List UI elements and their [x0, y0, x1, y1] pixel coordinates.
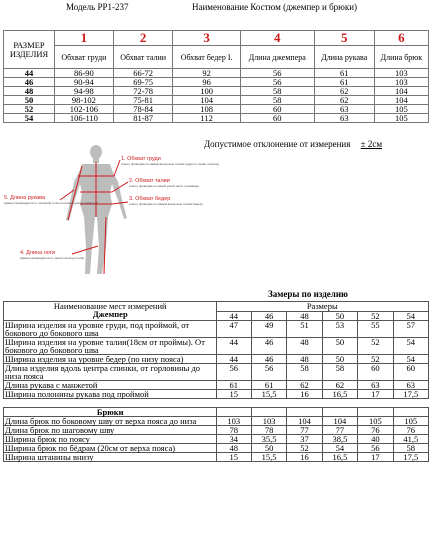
size-row — [4, 69, 429, 78]
measurement-value: 41,5 — [393, 435, 428, 444]
measurement-value: 35,5 — [251, 435, 286, 444]
figure-note-sleeve: (замер производится от плечевой точки по линии руки до запястья) — [4, 201, 99, 205]
measurement-value: 77 — [287, 426, 322, 435]
measurement-value: 56 — [358, 444, 393, 453]
column-label: Обхват бедер I. — [173, 46, 240, 69]
measurement-value: 50 — [322, 338, 357, 355]
figure-note-waist: (ленту проводим по самой узкой части туловища) — [129, 184, 199, 188]
size-table — [3, 30, 429, 123]
measurement-value: 46 — [251, 355, 286, 364]
measurement-value: 52 — [287, 444, 322, 453]
measurement-value: 58 — [322, 364, 357, 381]
measurement-value: 61 — [251, 381, 286, 390]
column-label: Длина джемпера — [240, 46, 314, 69]
measurement-value: 15 — [216, 390, 251, 399]
figure-note-chest: (ленту проводим по самым выпуклым точкам груди по линии лопаток) — [121, 162, 219, 166]
measurement-value: 16 — [287, 390, 322, 399]
jumper-title: Джемпер — [92, 309, 128, 319]
measurement-value: 16,5 — [322, 390, 357, 399]
column-label: Обхват груди — [55, 46, 114, 69]
measurement-value: 56 — [251, 364, 286, 381]
measurement-value: 15 — [216, 453, 251, 462]
spacer-cell — [4, 399, 429, 408]
measurement-value: 57 — [393, 321, 428, 338]
measurement-value: 17,5 — [393, 453, 428, 462]
measurement-value: 52 — [358, 355, 393, 364]
size-value-cell: 96 — [173, 78, 240, 87]
measurement-value: 103 — [251, 417, 286, 426]
measurement-label: Ширина брюк по поясу — [4, 435, 217, 444]
measurement-value: 78 — [216, 426, 251, 435]
header-sizes: Размеры — [216, 302, 429, 312]
size-value-cell: 62 — [314, 87, 374, 96]
size-header-cell: 44 — [216, 311, 251, 321]
measurement-value: 56 — [216, 364, 251, 381]
size-value-cell: 103 — [374, 78, 428, 87]
measurement-value: 34 — [216, 435, 251, 444]
measurement-value: 16 — [287, 453, 322, 462]
measurement-row — [4, 453, 429, 462]
measurement-value: 47 — [216, 321, 251, 338]
measurement-value: 50 — [251, 444, 286, 453]
measurement-value: 17 — [358, 390, 393, 399]
size-value-cell: 90-94 — [55, 78, 114, 87]
size-value-cell: 58 — [240, 96, 314, 105]
size-value-cell: 72-78 — [113, 87, 173, 96]
measurement-row — [4, 364, 429, 381]
measurement-value: 15,5 — [251, 390, 286, 399]
size-value-cell: 100 — [173, 87, 240, 96]
spacer-row — [4, 399, 429, 408]
measurement-value: 104 — [287, 417, 322, 426]
measurement-header-row — [4, 302, 429, 312]
size-corner-label: РАЗМЕР ИЗДЕЛИЯ — [4, 31, 55, 69]
figure-label-waist: 2. Обхват талии — [129, 178, 170, 184]
size-value-cell: 86-90 — [55, 69, 114, 78]
size-cell: 52 — [4, 105, 55, 114]
measurement-value: 54 — [393, 355, 428, 364]
size-value-cell: 62 — [314, 96, 374, 105]
measurement-value: 77 — [322, 426, 357, 435]
measurement-value: 76 — [393, 426, 428, 435]
measurement-value: 48 — [287, 338, 322, 355]
size-row — [4, 87, 429, 96]
measurement-value: 17,5 — [393, 390, 428, 399]
size-header-cell: 48 — [287, 311, 322, 321]
header-name-cell — [4, 302, 217, 321]
size-value-cell: 60 — [240, 114, 314, 123]
size-cell: 54 — [4, 114, 55, 123]
measurement-value: 60 — [393, 364, 428, 381]
column-label-row — [4, 46, 429, 69]
size-value-cell: 69-75 — [113, 78, 173, 87]
measurement-label: Длина изделия вдоль центра спинки, от горловины до низа пояса — [4, 364, 217, 381]
size-row — [4, 114, 429, 123]
measurement-row — [4, 338, 429, 355]
size-value-cell: 81-87 — [113, 114, 173, 123]
size-header-cell: 52 — [358, 311, 393, 321]
size-value-cell: 108 — [173, 105, 240, 114]
measurement-value: 63 — [393, 381, 428, 390]
column-number: 4 — [240, 31, 314, 46]
page-header — [0, 2, 433, 14]
measurement-label: Длина брюк по боковому шву от верха пояса до низа — [4, 417, 217, 426]
column-number: 2 — [113, 31, 173, 46]
size-row — [4, 96, 429, 105]
size-value-cell: 56 — [240, 69, 314, 78]
measurement-value: 54 — [393, 338, 428, 355]
body-measurement-figure — [0, 142, 219, 282]
measurement-value: 49 — [251, 321, 286, 338]
measurement-label: Ширина изделия на уровне талии(18см от проймы). От бокового до бокового шва — [4, 338, 217, 355]
measurement-value: 44 — [216, 355, 251, 364]
size-value-cell: 92 — [173, 69, 240, 78]
size-value-cell: 94-98 — [55, 87, 114, 96]
tolerance-value: ± 2см — [360, 139, 383, 149]
measurement-value: 78 — [251, 426, 286, 435]
figure-label-sleeve: 5. Длина рукава — [4, 195, 45, 201]
measurement-value: 46 — [251, 338, 286, 355]
tolerance-text: Допустимое отклонение от измерения — [204, 139, 351, 149]
size-value-cell: 63 — [314, 114, 374, 123]
measurement-value: 63 — [358, 381, 393, 390]
size-value-cell: 61 — [314, 78, 374, 87]
measurement-value: 17 — [358, 453, 393, 462]
size-value-cell: 60 — [240, 105, 314, 114]
tolerance-note — [204, 139, 382, 149]
measurement-value: 40 — [358, 435, 393, 444]
measurement-row — [4, 321, 429, 338]
column-label: Длина рукава — [314, 46, 374, 69]
measurement-label: Ширина изделия на уровне груди, под проймой, от бокового до бокового шва — [4, 321, 217, 338]
figure-label-leg: 4. Длина ноги — [20, 250, 55, 256]
measurement-value: 44 — [216, 338, 251, 355]
measurement-value: 105 — [358, 417, 393, 426]
measurement-value: 76 — [358, 426, 393, 435]
measurement-value: 16,5 — [322, 453, 357, 462]
column-label: Обхват талии — [113, 46, 173, 69]
measurement-value: 104 — [322, 417, 357, 426]
size-value-cell: 104 — [173, 96, 240, 105]
size-header-cell: 50 — [322, 311, 357, 321]
measurement-label: Длина брюк по шаговому шву — [4, 426, 217, 435]
size-header-cell: 54 — [393, 311, 428, 321]
measurement-value: 58 — [287, 364, 322, 381]
figure-label-chest: 1. Обхват груди — [121, 156, 161, 162]
size-value-cell: 75-81 — [113, 96, 173, 105]
size-value-cell: 112 — [173, 114, 240, 123]
size-value-cell: 66-72 — [113, 69, 173, 78]
size-value-cell: 104 — [374, 87, 428, 96]
measurement-label: Ширина изделия на уровне бедер (по низу пояса) — [4, 355, 217, 364]
size-value-cell: 56 — [240, 78, 314, 87]
measurement-value: 54 — [322, 444, 357, 453]
column-number-row — [4, 31, 429, 46]
measurement-label: Ширина брюк по бёдрам (20см от верха пояса) — [4, 444, 217, 453]
size-row — [4, 78, 429, 87]
size-header-cell: 46 — [251, 311, 286, 321]
size-value-cell: 105 — [374, 105, 428, 114]
measurement-label: Ширина полонины рукава под проймой — [4, 390, 217, 399]
measurement-label: Длина рукава с манжетой — [4, 381, 217, 390]
pants-title: Брюки — [96, 407, 124, 417]
size-row — [4, 105, 429, 114]
column-number: 1 — [55, 31, 114, 46]
measurement-value: 15,5 — [251, 453, 286, 462]
size-value-cell: 78-84 — [113, 105, 173, 114]
measurement-value: 60 — [358, 364, 393, 381]
measurement-value: 55 — [358, 321, 393, 338]
figure-label-hips: 3. Обхват бедер — [129, 196, 171, 202]
column-label: Длина брюк — [374, 46, 428, 69]
size-value-cell: 63 — [314, 105, 374, 114]
model-label: Модель PP1-237 — [66, 2, 129, 12]
measurement-value: 37 — [287, 435, 322, 444]
size-value-cell: 103 — [374, 69, 428, 78]
measurement-row — [4, 390, 429, 399]
header-name: Наименование мест измерений — [53, 301, 167, 311]
size-cell: 44 — [4, 69, 55, 78]
column-number: 6 — [374, 31, 428, 46]
section-title: Замеры по изделию — [268, 289, 348, 299]
size-cell: 48 — [4, 87, 55, 96]
measurement-value: 48 — [287, 355, 322, 364]
measurement-value: 48 — [216, 444, 251, 453]
measurement-value: 103 — [216, 417, 251, 426]
product-name: Наименование Костюм (джемпер и брюки) — [192, 2, 358, 12]
column-number: 5 — [314, 31, 374, 46]
size-value-cell: 58 — [240, 87, 314, 96]
measurement-value: 62 — [322, 381, 357, 390]
column-number: 3 — [173, 31, 240, 46]
measurement-table — [3, 301, 429, 462]
measurement-value: 53 — [322, 321, 357, 338]
size-value-cell: 98-102 — [55, 96, 114, 105]
measurement-value: 105 — [393, 417, 428, 426]
size-value-cell: 61 — [314, 69, 374, 78]
figure-note-leg: (замер производится от линии талии до пола) — [20, 256, 85, 260]
measurement-value: 38,5 — [322, 435, 357, 444]
measurement-value: 62 — [287, 381, 322, 390]
measurement-value: 51 — [287, 321, 322, 338]
size-cell: 50 — [4, 96, 55, 105]
measurement-value: 50 — [322, 355, 357, 364]
size-value-cell: 102-106 — [55, 105, 114, 114]
size-value-cell: 105 — [374, 114, 428, 123]
figure-note-hips: (ленту проводим по самым выпуклым точкам бедер) — [129, 202, 203, 206]
measurement-label: Ширина штанины внизу — [4, 453, 217, 462]
measurement-value: 58 — [393, 444, 428, 453]
size-value-cell: 104 — [374, 96, 428, 105]
measurement-value: 52 — [358, 338, 393, 355]
measurement-value: 61 — [216, 381, 251, 390]
size-cell: 46 — [4, 78, 55, 87]
size-value-cell: 106-110 — [55, 114, 114, 123]
